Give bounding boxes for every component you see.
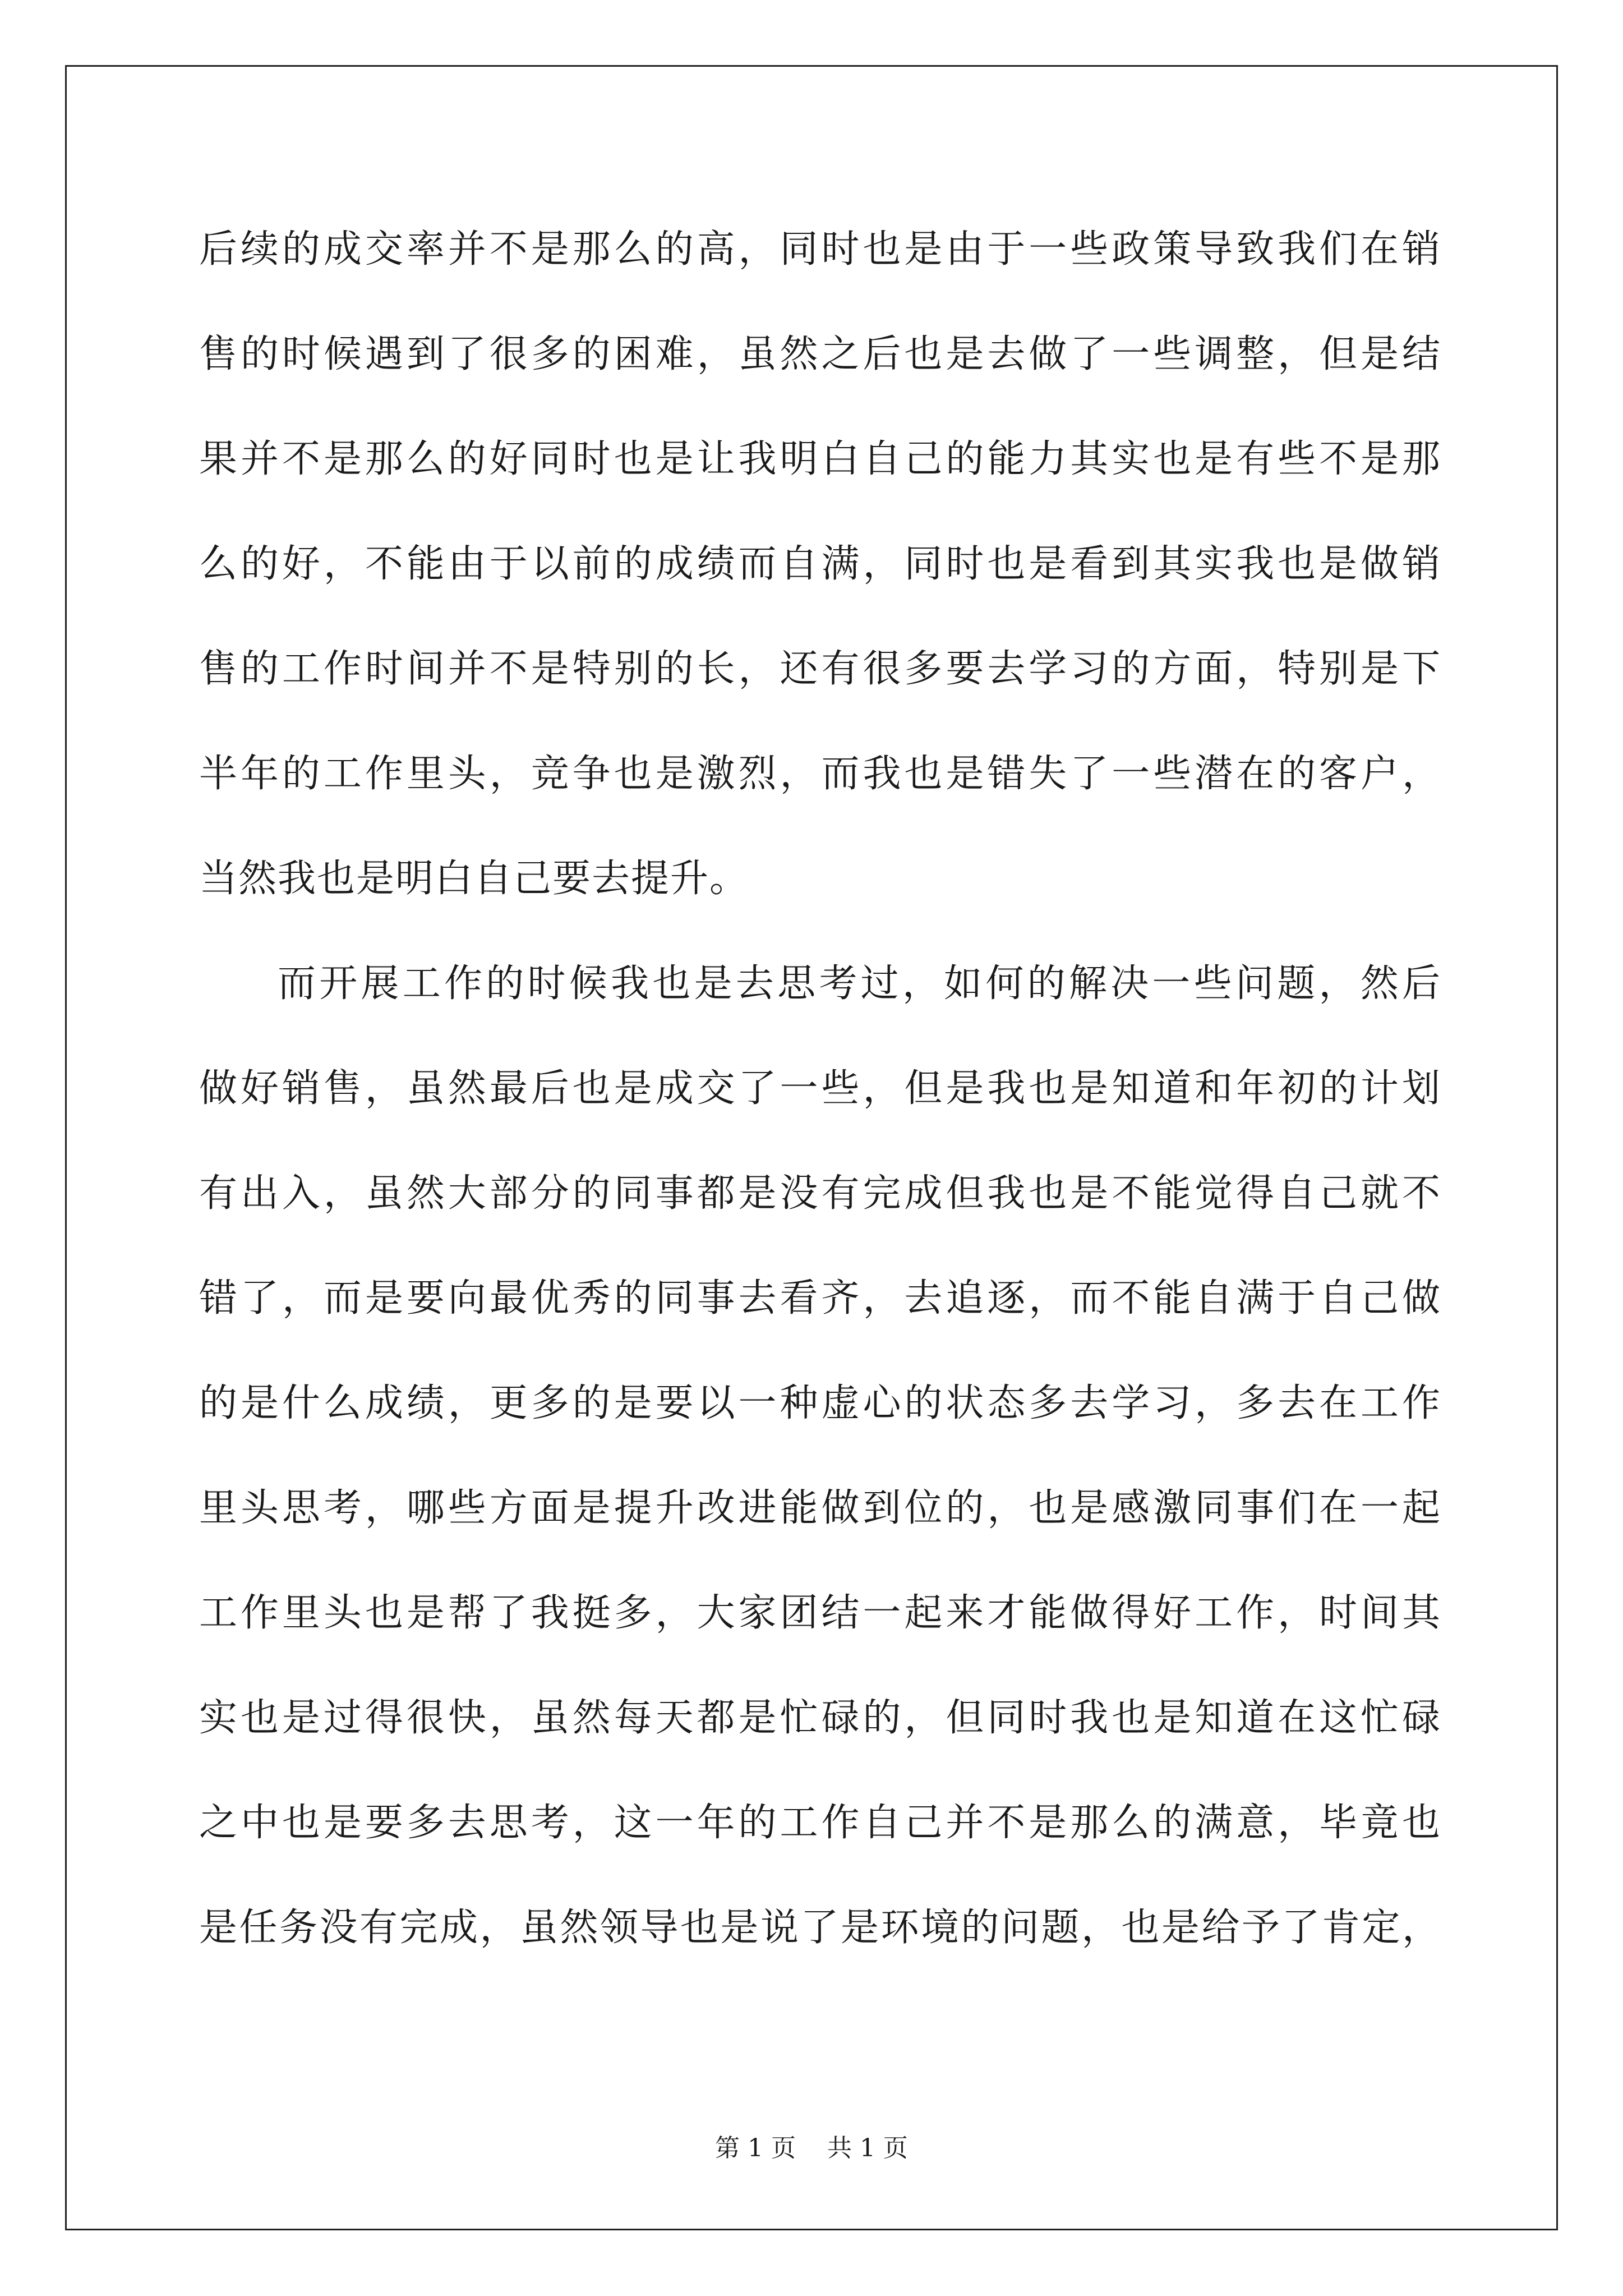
document-body: [199, 210, 1441, 1994]
text-line: 售的工作时间并不是特别的长，还有很多要去学习的方面，特别是下: [199, 647, 1441, 691]
text-line: 半年的工作里头，竞争也是激烈，而我也是错失了一些潜在的客户，: [199, 752, 1441, 796]
text-line: 实也是过得很快，虽然每天都是忙碌的，但同时我也是知道在这忙碌: [199, 1696, 1441, 1740]
text-line: 售的时候遇到了很多的困难，虽然之后也是去做了一些调整，但是结: [199, 332, 1441, 376]
paragraph-1: [199, 210, 1441, 945]
paragraph-2: [199, 945, 1441, 1994]
text-line: 工作里头也是帮了我挺多，大家团结一起来才能做得好工作，时间其: [199, 1591, 1441, 1635]
text-line: 么的好，不能由于以前的成绩而自满，同时也是看到其实我也是做销: [199, 542, 1441, 586]
page-number-footer: 第 1 页 共 1 页: [715, 2134, 908, 2162]
text-line: 的是什么成绩，更多的是要以一种虚心的状态多去学习，多去在工作: [199, 1381, 1441, 1425]
text-line: 当然我也是明白自己要去提升。: [199, 857, 749, 901]
text-line: 之中也是要多去思考，这一年的工作自己并不是那么的满意，毕竟也: [199, 1801, 1441, 1845]
text-line: 里头思考，哪些方面是提升改进能做到位的，也是感激同事们在一起: [199, 1486, 1441, 1530]
text-line: 有出入，虽然大部分的同事都是没有完成但我也是不能觉得自己就不: [199, 1171, 1441, 1216]
text-line: 错了，而是要向最优秀的同事去看齐，去追逐，而不能自满于自己做: [199, 1276, 1441, 1320]
text-line: 果并不是那么的好同时也是让我明白自己的能力其实也是有些不是那: [199, 437, 1441, 481]
text-line: 而开展工作的时候我也是去思考过，如何的解决一些问题，然后: [278, 961, 1441, 1006]
text-line: 后续的成交率并不是那么的高，同时也是由于一些政策导致我们在销: [199, 227, 1441, 272]
text-line: 做好销售，虽然最后也是成交了一些，但是我也是知道和年初的计划: [199, 1066, 1441, 1111]
text-line: 是任务没有完成，虽然领导也是说了是环境的问题，也是给予了肯定，: [199, 1906, 1441, 1950]
